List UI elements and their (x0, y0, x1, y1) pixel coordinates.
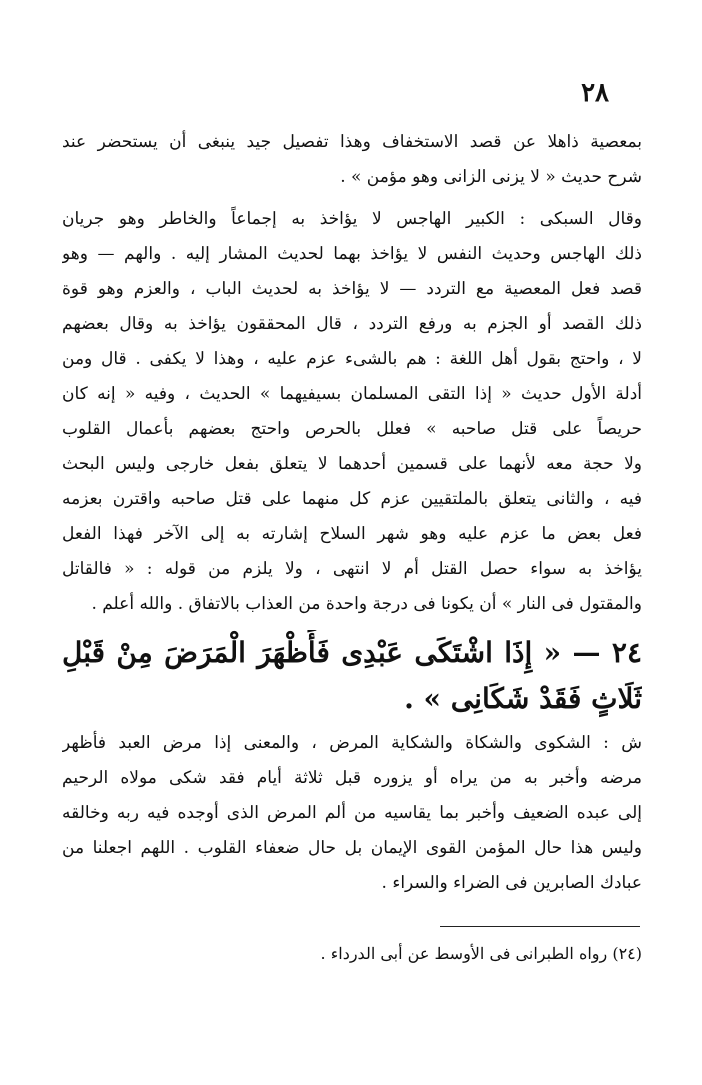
text-line: مرضه وأخبر به من يراه أو يزوره قبل ثلاثة أيام فقد شكى مولاه الرحيم (62, 768, 642, 788)
text-line: والمقتول فى النار » أن يكونا فى درجة واحدة من العذاب بالاتفاق . والله أعلم . (91, 594, 642, 614)
footnote-divider (440, 926, 640, 927)
text-line: أدلة الأول حديث « إذا التقى المسلمان بسيفيهما » الحديث ، وفيه « إنه كان (62, 384, 642, 404)
text-line: وقال السبكى : الكبير الهاجس لا يؤاخذ به إجماعاً والخاطر وهو جريان (62, 209, 642, 229)
paragraph-continuation (62, 125, 642, 195)
text-line: شرح حديث « لا يزنى الزانى وهو مؤمن » . (340, 167, 642, 187)
text-line: فعل بعض ما عزم عليه وهو شهر السلاح إشارته به إلى الآخر فهذا الفعل (62, 524, 642, 544)
paragraph-subki-quote (62, 202, 642, 622)
text-line: وليس هذا حال المؤمن القوى الإيمان بل حال ضعفاء القلوب . اللهم اجعلنا من (62, 838, 642, 858)
text-line: ش : الشكوى والشكاة والشكاية المرض ، والمعنى إذا مرض العبد فأظهر (62, 733, 642, 753)
body-text (62, 125, 642, 901)
text-line: يؤاخذ به سواء حصل القتل أم لا انتهى ، ولا يلزم من قوله : « فالقاتل (62, 559, 642, 579)
text-line: فيه ، والثانى يتعلق بالملتقيين عزم كل منهما على قتل صاحبه واقترن بعزمه (62, 489, 642, 509)
text-line: ذلك الهاجس وحديث النفس لا يؤاخذ بهما لحديث المشار إليه . والهم — وهو (62, 244, 642, 264)
page-number: ٢٨ (581, 78, 609, 108)
text-line: حريصاً على قتل صاحبه » فعلل بالحرص واحتج بعضهم بأعمال القلوب (62, 419, 642, 439)
hadith-heading (62, 630, 642, 722)
text-line: ولا حجة معه لأنهما على قسمين أحدهما لا يتعلق بفعل خارجى وليس البحث (62, 454, 642, 474)
text-line: ذلك القصد أو الجزم به ورفع التردد ، قال المحققون يؤاخذ به وقال بعضهم (62, 314, 642, 334)
text-line: إلى عبده الضعيف وأخبر بما يقاسيه من ألم المرض الذى أوجده فيه ربه وخالقه (62, 803, 642, 823)
footnote: (٢٤) رواه الطبرانى فى الأوسط عن أبى الدرداء . (320, 944, 642, 963)
text-line: بمعصية ذاهلا عن قصد الاستخفاف وهذا تفصيل جيد ينبغى أن يستحضر عند (62, 132, 642, 152)
hadith-line: ثَلَاثٍ فَقَدْ شَكَانِى » . (404, 682, 642, 715)
text-line: قصد فعل المعصية مع التردد — لا يؤاخذ به لحديث الباب ، والعزم وهو قوة (62, 279, 642, 299)
hadith-line: ٢٤ — « إِذَا اشْتَكَى عَبْدِى فَأَظْهَرَ الْمَرَضَ مِنْ قَبْلِ (62, 636, 642, 669)
text-line: عبادك الصابرين فى الضراء والسراء . (381, 873, 642, 893)
text-line: لا ، واحتج بقول أهل اللغة : هم بالشىء عزم عليه ، وهذا لا يكفى . قال ومن (62, 349, 642, 369)
explanation-paragraph (62, 726, 642, 901)
